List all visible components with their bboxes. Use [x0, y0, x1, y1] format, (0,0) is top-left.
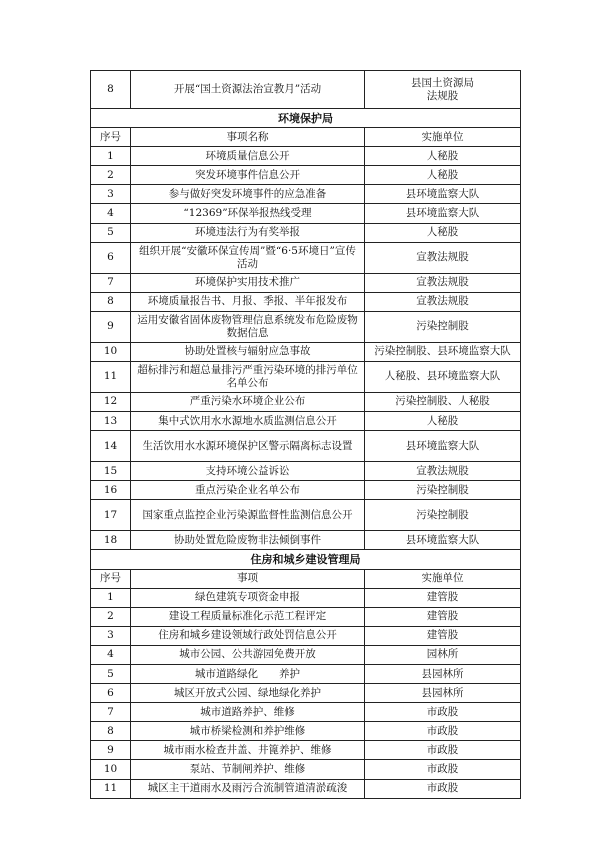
table-row [91, 223, 521, 242]
row-item-name: 运用安徽省固体废物管理信息系统发布危险废物数据信息 [131, 311, 365, 342]
row-unit: 市政股 [365, 722, 521, 741]
row-number: 1 [91, 588, 131, 607]
row-number: 5 [91, 664, 131, 683]
table-row [91, 204, 521, 223]
table-row [91, 311, 521, 342]
table-row [91, 342, 521, 361]
row-number: 6 [91, 242, 131, 273]
row-item-name: 组织开展“安徽环保宣传周”暨“6·5环境日”宣传活动 [131, 242, 365, 273]
row-number: 12 [91, 392, 131, 411]
row-item-name: 突发环境事件信息公开 [131, 166, 365, 185]
section-title: 住房和城乡建设管理局 [91, 550, 521, 569]
row-unit: 宣教法规股 [365, 292, 521, 311]
header-item-name: 事项名称 [131, 128, 365, 147]
section-title-row [91, 550, 521, 569]
row-number: 9 [91, 741, 131, 760]
header-unit: 实施单位 [365, 128, 521, 147]
row-number: 2 [91, 166, 131, 185]
section-title: 环境保护局 [91, 109, 521, 128]
row-item-name: 环境质量报告书、月报、季报、半年报发布 [131, 292, 365, 311]
header-unit: 实施单位 [365, 569, 521, 588]
table-row [91, 741, 521, 760]
row-item-name: “12369”环保举报热线受理 [131, 204, 365, 223]
row-number: 8 [91, 722, 131, 741]
row-number: 1 [91, 147, 131, 166]
table-row [91, 412, 521, 431]
table-row [91, 185, 521, 204]
row-unit: 县园林所 [365, 684, 521, 703]
row-unit: 县环境监察大队 [365, 531, 521, 550]
row-number: 7 [91, 703, 131, 722]
table-row [91, 664, 521, 683]
row-unit: 县园林所 [365, 664, 521, 683]
row-number: 8 [91, 292, 131, 311]
row-item-name: 参与做好突发环境事件的应急准备 [131, 185, 365, 204]
table-row [91, 361, 521, 392]
row-item-name: 建设工程质量标准化示范工程评定 [131, 607, 365, 626]
row-unit: 市政股 [365, 703, 521, 722]
row-item-name: 生活饮用水水源环境保护区警示隔离标志设置 [131, 431, 365, 462]
row-unit: 污染控制股 [365, 500, 521, 531]
table-row [91, 779, 521, 798]
row-item-name: 支持环境公益诉讼 [131, 462, 365, 481]
row-unit: 污染控制股 [365, 311, 521, 342]
row-number: 13 [91, 412, 131, 431]
row-item-name: 住房和城乡建设领域行政处罚信息公开 [131, 626, 365, 645]
table-row [91, 626, 521, 645]
row-unit: 人秘股 [365, 223, 521, 242]
row-number: 3 [91, 185, 131, 204]
row-unit: 人秘股 [365, 166, 521, 185]
row-unit: 市政股 [365, 779, 521, 798]
row-item-name: 协助处置核与辐射应急事故 [131, 342, 365, 361]
row-unit: 市政股 [365, 760, 521, 779]
table-row [91, 481, 521, 500]
row-number: 5 [91, 223, 131, 242]
row-number: 7 [91, 273, 131, 292]
table-row [91, 588, 521, 607]
table-row [91, 147, 521, 166]
table-row [91, 431, 521, 462]
row-number: 17 [91, 500, 131, 531]
header-item-name: 事项 [131, 569, 365, 588]
row-item-name: 环境保护实用技术推广 [131, 273, 365, 292]
row-number: 3 [91, 626, 131, 645]
row-number: 4 [91, 204, 131, 223]
table-row [91, 531, 521, 550]
row-item-name: 集中式饮用水水源地水质监测信息公开 [131, 412, 365, 431]
row-number: 16 [91, 481, 131, 500]
row-number: 10 [91, 760, 131, 779]
row-unit: 污染控制股、县环境监察大队 [365, 342, 521, 361]
row-item-name: 重点污染企业名单公布 [131, 481, 365, 500]
row-number: 6 [91, 684, 131, 703]
table-row [91, 273, 521, 292]
row-unit: 宣教法规股 [365, 462, 521, 481]
table-row [91, 760, 521, 779]
header-row [91, 128, 521, 147]
row-unit: 宣教法规股 [365, 242, 521, 273]
table-body [91, 71, 521, 799]
row-unit: 人秘股 [365, 412, 521, 431]
table-row [91, 607, 521, 626]
row-unit: 建管股 [365, 588, 521, 607]
row-item-name: 开展“国土资源法治宣教月”活动 [131, 71, 365, 109]
row-item-name: 泵站、节制闸养护、维修 [131, 760, 365, 779]
row-item-name: 国家重点监控企业污染源监督性监测信息公开 [131, 500, 365, 531]
row-item-name: 协助处置危险废物非法倾倒事件 [131, 531, 365, 550]
row-unit: 建管股 [365, 626, 521, 645]
table-row [91, 703, 521, 722]
row-item-name: 城市公园、公共游园免费开放 [131, 645, 365, 664]
row-item-name: 严重污染水环境企业公布 [131, 392, 365, 411]
row-unit: 县环境监察大队 [365, 204, 521, 223]
row-unit: 人秘股 [365, 147, 521, 166]
row-item-name: 绿色建筑专项资金申报 [131, 588, 365, 607]
header-number: 序号 [91, 128, 131, 147]
row-unit: 市政股 [365, 741, 521, 760]
table-row [91, 242, 521, 273]
table-row [91, 462, 521, 481]
row-item-name: 环境违法行为有奖举报 [131, 223, 365, 242]
table-row [91, 500, 521, 531]
row-item-name: 城市桥梁检测和养护维修 [131, 722, 365, 741]
row-unit: 县环境监察大队 [365, 431, 521, 462]
row-unit: 园林所 [365, 645, 521, 664]
row-unit: 宣教法规股 [365, 273, 521, 292]
section-title-row [91, 109, 521, 128]
row-number: 10 [91, 342, 131, 361]
row-item-name: 超标排污和超总量排污严重污染环境的排污单位名单公布 [131, 361, 365, 392]
row-number: 14 [91, 431, 131, 462]
row-unit: 污染控制股、人秘股 [365, 392, 521, 411]
table-row [91, 684, 521, 703]
row-unit: 人秘股、县环境监察大队 [365, 361, 521, 392]
row-number: 8 [91, 71, 131, 109]
table-row [91, 292, 521, 311]
row-item-name: 城区主干道雨水及雨污合流制管道清淤疏浚 [131, 779, 365, 798]
row-item-name: 城市道路养护、维修 [131, 703, 365, 722]
row-unit: 县环境监察大队 [365, 185, 521, 204]
header-number: 序号 [91, 569, 131, 588]
row-number: 4 [91, 645, 131, 664]
row-unit: 污染控制股 [365, 481, 521, 500]
row-number: 18 [91, 531, 131, 550]
row-number: 2 [91, 607, 131, 626]
header-row [91, 569, 521, 588]
row-number: 15 [91, 462, 131, 481]
row-item-name: 环境质量信息公开 [131, 147, 365, 166]
row-item-name: 城区开放式公园、绿地绿化养护 [131, 684, 365, 703]
row-number: 9 [91, 311, 131, 342]
table-row [91, 645, 521, 664]
row-unit: 县国土资源局 法规股 [365, 71, 521, 109]
table-row [91, 722, 521, 741]
row-item-name: 城市雨水检查井盖、井篦养护、维修 [131, 741, 365, 760]
row-item-name: 城市道路绿化 养护 [131, 664, 365, 683]
row-unit: 建管股 [365, 607, 521, 626]
top-row [91, 71, 521, 109]
row-number: 11 [91, 779, 131, 798]
row-number: 11 [91, 361, 131, 392]
table-row [91, 392, 521, 411]
table-row [91, 166, 521, 185]
service-table [90, 70, 521, 799]
